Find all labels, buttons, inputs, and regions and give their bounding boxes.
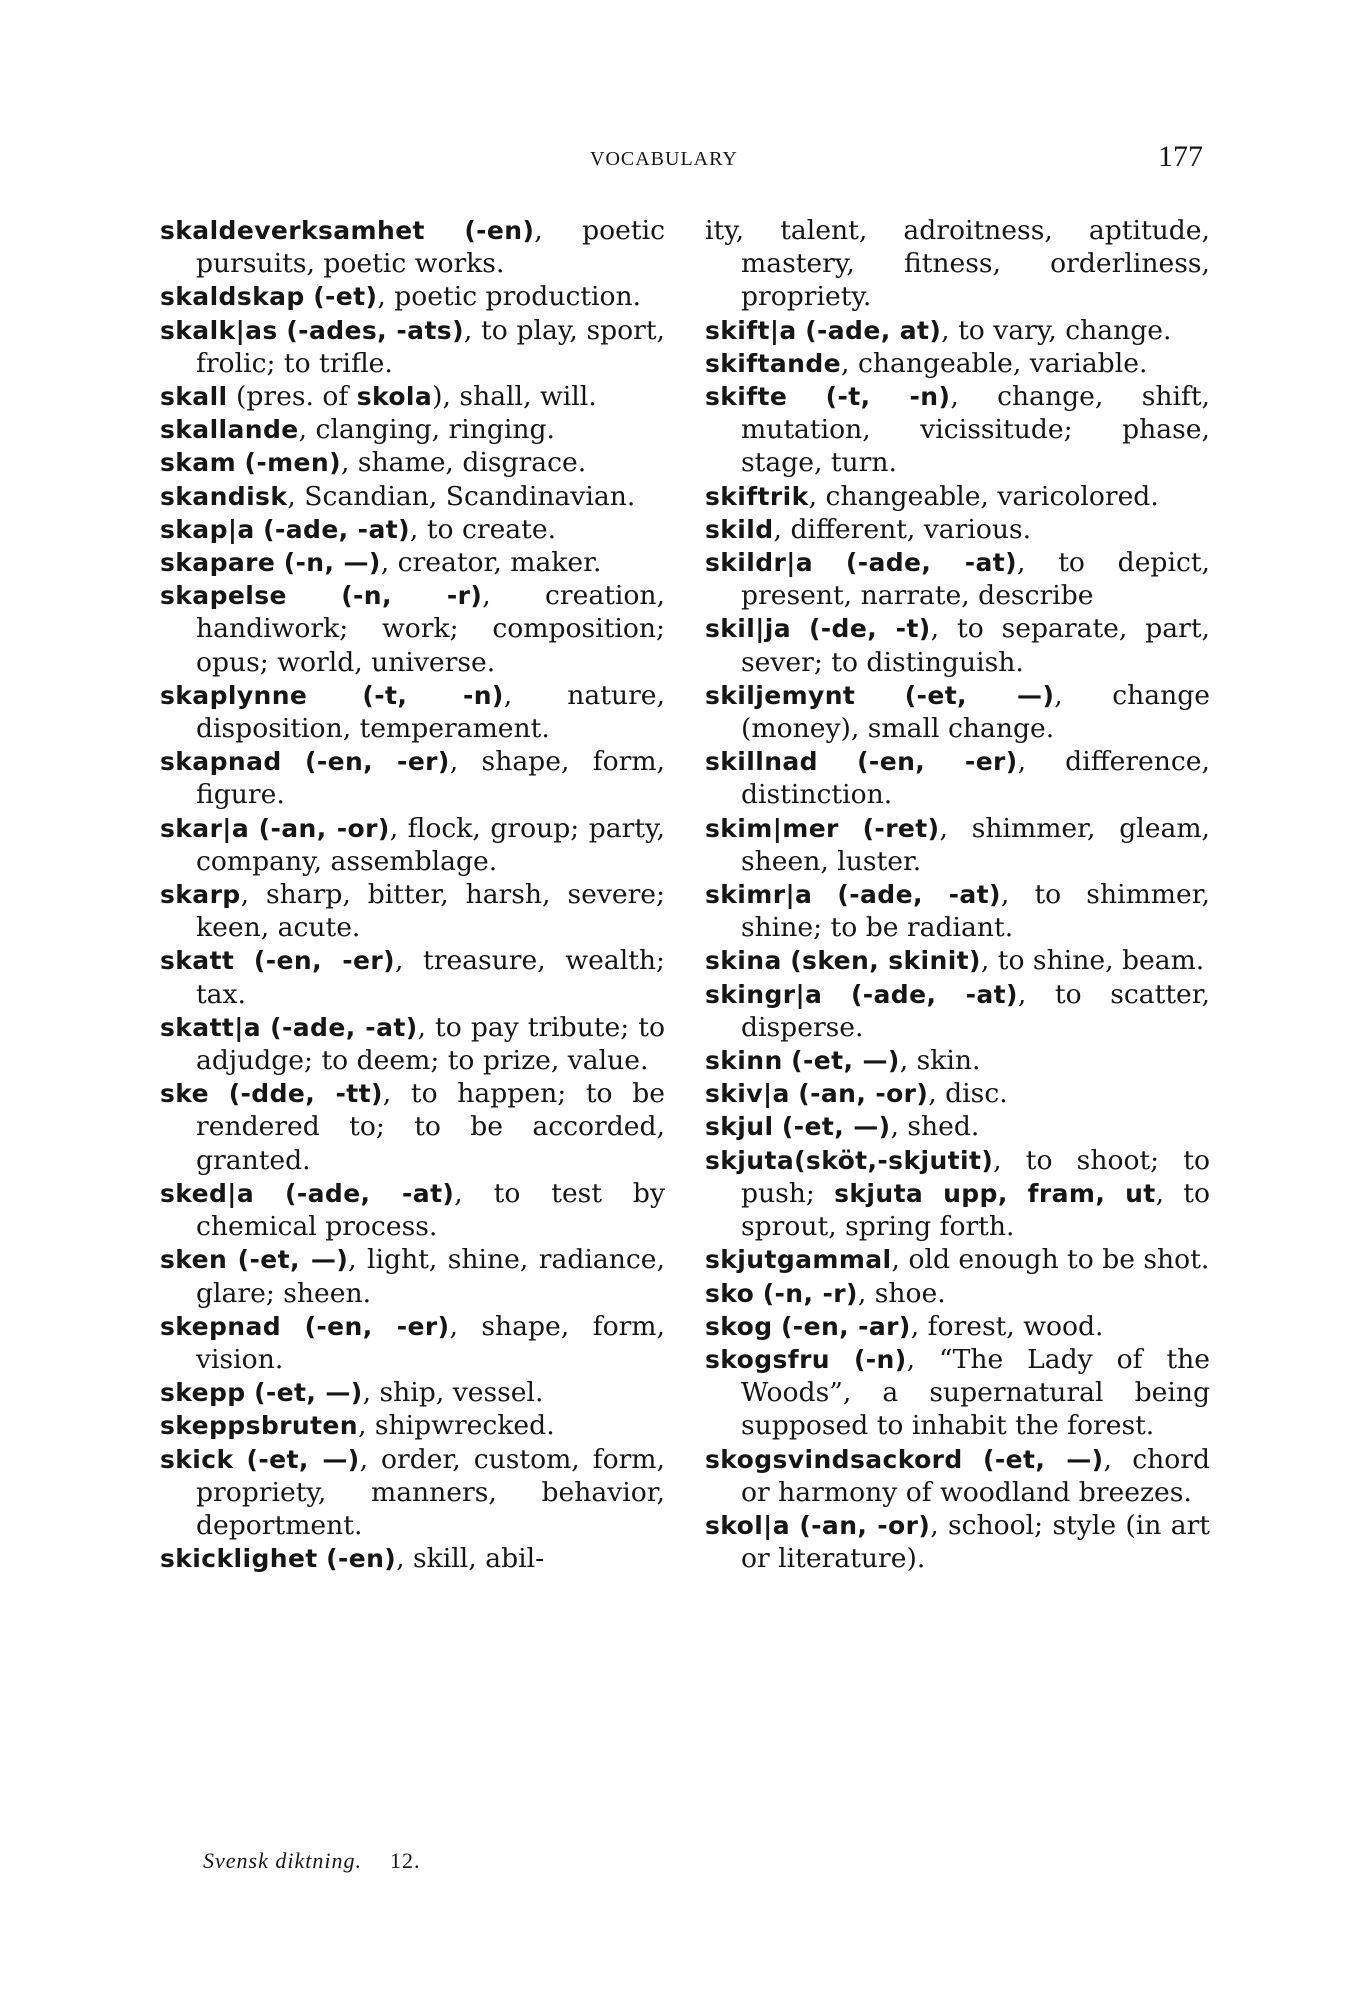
entry-headword: skallande: [160, 415, 299, 445]
entry-definition: , creation, handiwork; work; composition; opus; world, universe.: [196, 580, 665, 678]
entry-definition: , shimmer, gleam, sheen, luster.: [741, 812, 1210, 877]
entry-definition: , “The Lady of the Woods”, a supernatural being supposed to inhabit the forest.: [741, 1343, 1210, 1442]
entry-definition: , to shoot; to push;: [741, 1144, 1210, 1209]
entry-headword: skatt: [160, 946, 235, 976]
entry-headword: skam: [160, 448, 237, 478]
entry-headword: skiljemynt: [705, 680, 856, 710]
footer-signature-number: 12.: [389, 1848, 421, 1873]
entry-definition: , to shine, beam.: [980, 945, 1205, 977]
dictionary-entry: [160, 280, 665, 313]
entry-definition: , sharp, bitter, harsh, severe; keen, acute.: [196, 879, 665, 944]
entry-headword: sken: [160, 1245, 228, 1275]
entry-headword: (-en): [464, 216, 535, 245]
entry-definition: [812, 879, 837, 910]
entry-headword: skogsfru: [705, 1344, 830, 1374]
entry-definition: [287, 580, 341, 611]
entry-definition: [797, 315, 805, 346]
entry-headword: skil|ja: [705, 614, 792, 644]
entry-definition: [787, 381, 825, 412]
entry-definition: , to separate, part, sever; to distinguish.: [741, 613, 1210, 678]
dictionary-entry: [705, 380, 1210, 480]
entry-headword: skinn: [705, 1046, 783, 1076]
dictionary-entry: [160, 579, 665, 679]
entry-headword: skogsvindsackord: [705, 1444, 963, 1474]
entry-definition: [855, 680, 904, 711]
entry-definition: , to shimmer, shine; to be radiant.: [741, 879, 1210, 944]
entry-headword: skina: [705, 946, 782, 976]
entry-definition: , nature, disposition, temperament.: [196, 679, 665, 745]
entry-headword: (-en, -er): [304, 1311, 450, 1341]
entry-headword: skick: [160, 1444, 234, 1474]
entry-headword: skiftrik: [705, 481, 809, 511]
dictionary-entry: [160, 413, 665, 446]
entry-definition: [307, 680, 362, 711]
dictionary-entry: [705, 612, 1210, 678]
entry-definition: , skin.: [899, 1045, 981, 1077]
entry-headword: skola: [356, 382, 433, 412]
dictionary-entry: [705, 1343, 1210, 1443]
entry-headword: skaldeverksamhet: [160, 216, 425, 245]
entry-definition: , difference, distinction.: [741, 746, 1210, 811]
entry-definition: , to test by chemical process.: [196, 1177, 665, 1243]
dictionary-entry: [705, 679, 1210, 745]
entry-definition: [254, 1178, 285, 1209]
entry-definition: , to scatter, disperse.: [741, 978, 1210, 1043]
entry-headword: (-n, -r): [341, 581, 483, 611]
entry-definition: [425, 215, 464, 246]
dictionary-entry: [160, 1443, 665, 1543]
entry-headword: skjul: [705, 1112, 774, 1142]
entry-headword: skall: [160, 382, 228, 412]
entry-definition: , shape, form, vision.: [196, 1310, 665, 1375]
entry-headword: skatt|a: [160, 1012, 262, 1042]
entry-definition: , shame, disgrace.: [340, 447, 587, 479]
entry-headword: (-ade, -at): [270, 1012, 418, 1042]
footer-signature-line: [203, 1848, 420, 1874]
entry-headword: (-en, -er): [305, 747, 450, 777]
entry-headword: (-an, -or): [799, 1510, 931, 1540]
dictionary-entry: [160, 1376, 665, 1409]
dictionary-entry: [160, 1409, 665, 1442]
entry-definition: [790, 1078, 798, 1109]
entry-definition: , to create.: [409, 513, 557, 545]
running-head: VOCABULARY: [590, 148, 738, 170]
entry-definition: , to sprout, spring forth.: [741, 1177, 1211, 1243]
dictionary-entry: [160, 214, 665, 280]
dictionary-entry: [705, 1277, 1210, 1310]
entry-definition: , change (money), small change.: [741, 679, 1210, 745]
entry-definition: [830, 1344, 854, 1375]
entry-definition: , creator, maker.: [380, 547, 602, 579]
entry-headword: (-an, -or): [798, 1079, 929, 1109]
entry-definition: , changeable, variable.: [841, 347, 1148, 379]
entry-definition: [963, 1444, 983, 1475]
dictionary-entry: [160, 679, 665, 745]
entry-definition: [305, 281, 313, 312]
entry-headword: (-en, -er): [857, 747, 1018, 777]
entry-headword: sked|a: [160, 1178, 255, 1208]
entry-headword: skandisk: [160, 481, 288, 511]
dictionary-entry: [705, 1310, 1210, 1343]
entry-headword: skiv|a: [705, 1079, 790, 1109]
entry-headword: skepnad: [160, 1311, 282, 1341]
entry-headword: skjutgammal: [705, 1245, 892, 1275]
dictionary-entry: [160, 480, 665, 513]
dictionary-entry: [160, 1177, 665, 1243]
entry-definition: [822, 979, 851, 1010]
entry-headword: (-t, -n): [825, 382, 951, 412]
entry-headword: (-et, —): [904, 680, 1055, 710]
entry-headword: ske: [160, 1079, 209, 1109]
dictionary-entry: [705, 314, 1210, 347]
dictionary-entry: [705, 1509, 1210, 1575]
entry-headword: skap|a: [160, 514, 255, 544]
dictionary-entry: [160, 944, 665, 1010]
entry-headword: (-n, —): [283, 548, 381, 578]
entry-headword: skog: [705, 1311, 773, 1341]
dictionary-entry: [705, 1110, 1210, 1143]
entry-definition: [818, 746, 857, 777]
entry-definition: , ship, vessel.: [362, 1377, 544, 1409]
entry-definition: , forest, wood.: [910, 1310, 1104, 1342]
dictionary-entry: [160, 513, 665, 546]
entry-headword: (-ades, -ats): [286, 315, 464, 345]
entry-definition: , to depict, present, narrate, describe: [741, 547, 1210, 612]
dictionary-entry: [705, 347, 1210, 380]
entry-headword: skapnad: [160, 747, 282, 777]
entry-headword: skingr|a: [705, 979, 823, 1009]
entry-definition: , shed.: [890, 1111, 980, 1143]
entry-headword: (-et, —): [781, 1112, 891, 1142]
entry-headword: sko: [705, 1278, 755, 1308]
dictionary-entry: [160, 446, 665, 479]
entry-headword: (-et, —): [254, 1378, 363, 1408]
entry-definition: , order, custom, form, propriety, manners, behavior, deportment.: [196, 1443, 665, 1541]
dictionary-entry: [705, 812, 1210, 878]
entry-definition: , Scandian, Scandinavian.: [287, 480, 636, 512]
entry-headword: (-de, -t): [808, 614, 931, 644]
entry-headword: skepp: [160, 1378, 246, 1408]
entry-headword: (-an, -or): [258, 813, 390, 843]
entry-definition: [227, 1244, 237, 1275]
entry-definition: , change, shift, mutation, vicissitude; phase, stage, turn.: [741, 381, 1210, 479]
entry-definition: , poetic production.: [377, 281, 642, 313]
dictionary-entry: [705, 546, 1210, 612]
dictionary-entry: [160, 314, 665, 380]
dictionary-entry: [705, 745, 1210, 811]
entry-definition: , old enough to be shot.: [891, 1244, 1210, 1276]
right-column: [705, 214, 1210, 1575]
entry-headword: skaplynne: [160, 680, 308, 710]
entry-headword: skaldskap: [160, 282, 305, 312]
entry-headword: skiftande: [705, 348, 842, 378]
entry-headword: (-ade, -at): [845, 548, 1017, 578]
entry-definition: [282, 746, 305, 777]
entry-headword: skalk|as: [160, 315, 278, 345]
entry-definition: ity, talent, adroitness, aptitude, mastery, fitness, orderliness, propriety.: [705, 215, 1210, 313]
entry-definition: [839, 813, 863, 844]
entry-headword: (-ade, -at): [285, 1178, 455, 1208]
entry-definition: [791, 613, 809, 644]
entry-headword: (-en, -er): [253, 946, 395, 976]
dictionary-entry: [705, 480, 1210, 513]
entry-headword: skjuta: [705, 1145, 795, 1175]
entry-headword: (-et, —): [246, 1444, 360, 1474]
entry-definition: [209, 1078, 229, 1109]
entry-definition: , disc.: [928, 1078, 1008, 1110]
entry-headword: (-et, —): [983, 1444, 1104, 1474]
dictionary-entry: [705, 1044, 1210, 1077]
entry-definition: [249, 813, 259, 844]
entry-headword: (-n, -r): [762, 1278, 858, 1308]
dictionary-entry: [160, 812, 665, 878]
dictionary-entry: [705, 978, 1210, 1044]
entry-definition: [275, 547, 283, 578]
entry-headword: (-en): [326, 1544, 397, 1574]
dictionary-entry: [160, 745, 665, 811]
entry-headword: (-et, —): [791, 1046, 900, 1076]
dictionary-entry: [705, 1243, 1210, 1276]
entry-headword: skol|a: [705, 1510, 790, 1540]
entry-definition: , flock, group; party, company, assemblage.: [196, 812, 665, 877]
entry-definition: , changeable, varicolored.: [808, 480, 1159, 512]
entry-definition: , treasure, wealth; tax.: [196, 945, 665, 1010]
entry-definition: , shape, form, figure.: [196, 746, 665, 811]
entry-headword: skapelse: [160, 581, 287, 611]
dictionary-entry: [705, 1443, 1210, 1509]
entry-definition: , shipwrecked.: [358, 1410, 555, 1442]
entry-definition: (pres. of: [227, 381, 357, 413]
entry-definition: [790, 1510, 799, 1541]
dictionary-entry: [705, 513, 1210, 546]
entry-headword: skift|a: [705, 315, 797, 345]
entry-headword: skicklighet: [160, 1544, 318, 1574]
entry-definition: [234, 945, 254, 976]
entry-definition: [236, 447, 244, 478]
entry-headword: (-ret): [862, 813, 940, 843]
entry-definition: , light, shine, radiance, glare; sheen.: [196, 1244, 665, 1309]
entry-definition: [773, 1111, 781, 1142]
entry-definition: , to pay tribute; to adjudge; to deem; to prize, value.: [196, 1011, 665, 1077]
dictionary-entry: [705, 944, 1210, 977]
entry-definition: , clanging, ringing.: [298, 414, 555, 446]
entry-definition: , poetic pursuits, poetic works.: [196, 215, 665, 280]
entry-definition: [281, 1311, 305, 1342]
entry-headword: skim|mer: [705, 813, 839, 843]
entry-definition: [234, 1444, 247, 1475]
entry-definition: , skill, abil-: [396, 1543, 545, 1575]
entry-headword: (-t, -n): [362, 680, 504, 710]
dictionary-entry: [160, 1542, 665, 1575]
entry-headword: (-n): [853, 1344, 907, 1374]
entry-definition: [782, 945, 790, 976]
entry-headword: skeppsbruten: [160, 1411, 358, 1441]
dictionary-entry: [705, 1144, 1210, 1244]
dictionary-entry: [160, 380, 665, 413]
entry-headword: (-ade, -at): [837, 880, 1001, 910]
entry-definition: , to happen; to be rendered to; to be accorded, granted.: [196, 1078, 665, 1176]
entry-definition: , shoe.: [857, 1277, 946, 1309]
entry-definition: ), shall, will.: [432, 381, 597, 413]
entry-definition: , school; style (in art or literature).: [741, 1509, 1210, 1575]
entry-headword: (sköt,-skjutit): [794, 1145, 994, 1175]
entry-headword: (-et, —): [237, 1245, 349, 1275]
entry-headword: (-et): [313, 282, 378, 312]
entry-definition: , chord or harmony of woodland breezes.: [741, 1443, 1210, 1508]
entry-definition: [754, 1278, 762, 1309]
entry-headword: (-men): [244, 448, 341, 478]
entry-headword: (-ade, -at): [850, 979, 1018, 1009]
entry-definition: [773, 1311, 781, 1342]
entry-headword: skimr|a: [705, 880, 813, 910]
left-column: [160, 214, 665, 1575]
entry-headword: (-en, -ar): [780, 1311, 911, 1341]
page-number: 177: [1158, 140, 1203, 173]
dictionary-entry: [705, 1077, 1210, 1110]
entry-headword: skild: [705, 514, 774, 544]
entry-definition: [318, 1543, 326, 1574]
entry-definition: [813, 547, 846, 578]
dictionary-entry: [160, 1243, 665, 1309]
entry-definition: [783, 1045, 791, 1076]
entry-headword: skarp: [160, 880, 241, 910]
dictionary-entry: [160, 878, 665, 944]
dictionary-entry: [160, 1310, 665, 1376]
dictionary-entry: [160, 1077, 665, 1177]
dictionary-entry: [160, 546, 665, 579]
entry-headword: skillnad: [705, 747, 818, 777]
entry-headword: skapare: [160, 548, 276, 578]
entry-definition: , to play, sport, frolic; to trifle.: [196, 314, 665, 379]
entry-headword: (sken, skinit): [790, 946, 981, 976]
entry-definition: [261, 1012, 270, 1043]
entry-headword: (-ade, at): [805, 315, 942, 345]
entry-definition: [246, 1377, 254, 1408]
entry-definition: , different, various.: [773, 513, 1032, 545]
dictionary-entry: [705, 214, 1210, 314]
entry-definition: , to vary, change.: [941, 314, 1172, 346]
entry-headword: skildr|a: [705, 548, 814, 578]
entry-definition: [255, 514, 263, 545]
entry-headword: skifte: [705, 382, 788, 412]
entry-headword: (-dde, -tt): [228, 1079, 383, 1109]
dictionary-entry: [705, 878, 1210, 944]
entry-headword: (-ade, -at): [263, 514, 410, 544]
entry-headword: skar|a: [160, 813, 250, 843]
footer-book-title: Svensk diktning.: [203, 1848, 362, 1873]
dictionary-entry: [160, 1011, 665, 1077]
entry-headword: skjuta upp, fram, ut: [834, 1178, 1156, 1208]
